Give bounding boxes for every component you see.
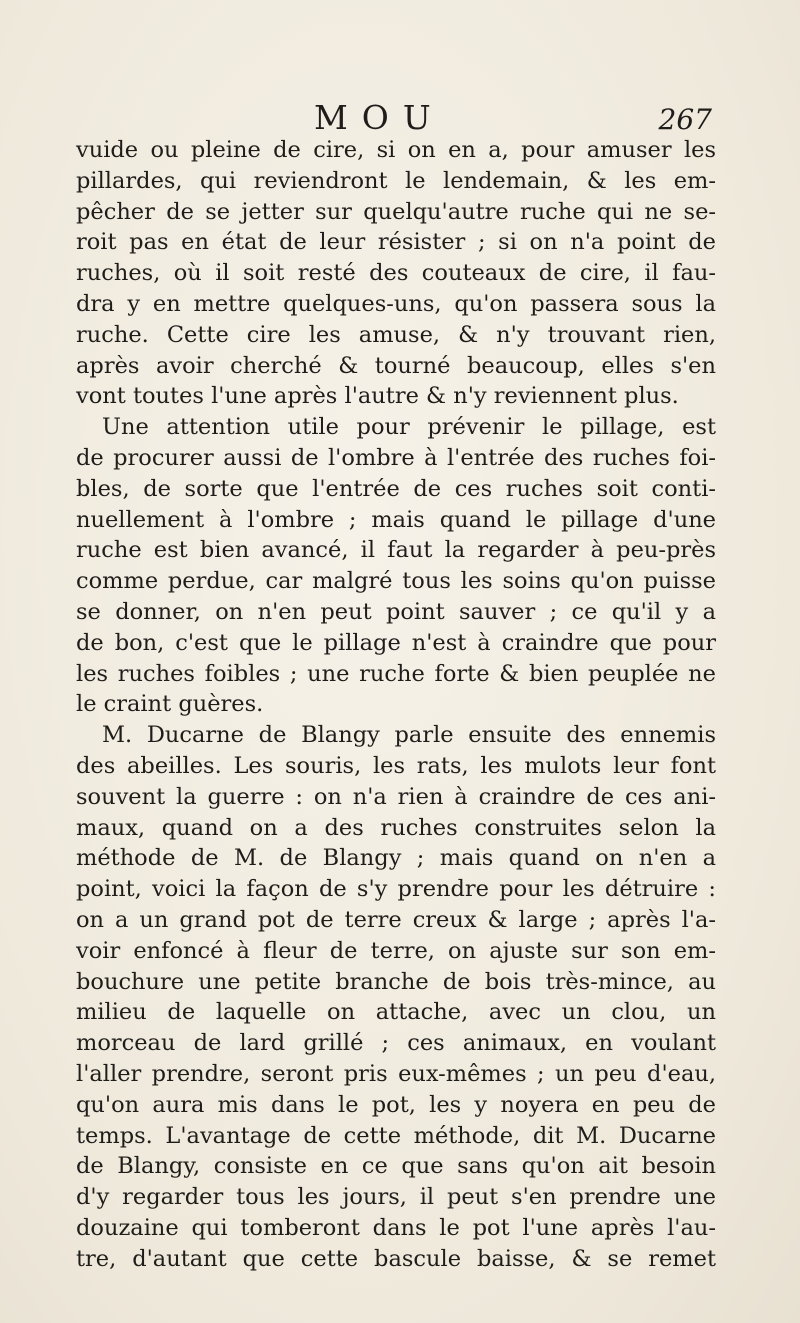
text-line: se donner, on n'en peut point sauver ; ce qu'il y a [76, 598, 716, 625]
text-line: l'aller prendre, seront pris eux-mêmes ; un peu d'eau, [76, 1060, 716, 1087]
text-line: roit pas en état de leur résister ; si on n'a point de [76, 229, 716, 256]
text-line: ruche. Cette cire les amuse, & n'y trouvant rien, [76, 321, 716, 348]
body-text [76, 135, 716, 1274]
text-line: ruches, où il soit resté des couteaux de cire, il fau- [76, 260, 716, 287]
text-line: morceau de lard grillé ; ces animaux, en voulant [76, 1030, 716, 1057]
text-line: pêcher de se jetter sur quelqu'autre ruche qui ne se- [76, 198, 716, 225]
text-line: souvent la guerre : on n'a rien à craindre de ces ani- [76, 783, 716, 810]
text-line: de Blangy, consiste en ce que sans qu'on ait besoin [76, 1153, 716, 1180]
text-line: temps. L'avantage de cette méthode, dit M. Ducarne [76, 1122, 716, 1149]
text-line: après avoir cherché & tourné beaucoup, elles s'en [76, 352, 716, 379]
text-line: bles, de sorte que l'entrée de ces ruches soit conti- [76, 475, 716, 502]
text-line: ruche est bien avancé, il faut la regarder à peu-près [76, 537, 716, 564]
page-number: 267 [658, 103, 712, 136]
page-header [76, 98, 716, 138]
text-line: milieu de laquelle on attache, avec un clou, un [76, 999, 716, 1026]
text-line: le craint guères. [76, 691, 264, 718]
text-line: de bon, c'est que le pillage n'est à craindre que pour [76, 629, 716, 656]
text-line: les ruches foibles ; une ruche forte & bien peuplée ne [76, 660, 716, 687]
text-line: dra y en mettre quelques-uns, qu'on passera sous la [76, 290, 716, 317]
running-head: MOU [314, 98, 445, 137]
text-line: des abeilles. Les souris, les rats, les mulots leur font [76, 752, 716, 779]
text-line: vuide ou pleine de cire, si on en a, pour amuser les [76, 137, 716, 163]
text-line: on a un grand pot de terre creux & large ; après l'a- [76, 906, 716, 933]
text-line: pillardes, qui reviendront le lendemain, & les em- [76, 167, 716, 194]
text-line: voir enfoncé à fleur de terre, on ajuste sur son em- [76, 937, 716, 964]
text-line: comme perdue, car malgré tous les soins qu'on puisse [76, 568, 716, 595]
text-line: nuellement à l'ombre ; mais quand le pillage d'une [76, 506, 716, 533]
text-line: point, voici la façon de s'y prendre pour les détruire : [76, 876, 716, 903]
text-line: vont toutes l'une après l'autre & n'y reviennent plus. [76, 383, 679, 410]
text-line: douzaine qui tomberont dans le pot l'une après l'au- [76, 1214, 716, 1241]
text-line: qu'on aura mis dans le pot, les y noyera en peu de [76, 1091, 716, 1118]
text-line: bouchure une petite branche de bois très-mince, au [76, 968, 716, 995]
text-line: maux, quand on a des ruches construites selon la [76, 814, 716, 841]
text-line: méthode de M. de Blangy ; mais quand on n'en a [76, 845, 716, 872]
text-line: Une attention utile pour prévenir le pillage, est [102, 414, 716, 441]
text-line: M. Ducarne de Blangy parle ensuite des ennemis [102, 722, 716, 749]
text-line: de procurer aussi de l'ombre à l'entrée des ruches foi- [76, 444, 716, 471]
text-line: d'y regarder tous les jours, il peut s'en prendre une [76, 1184, 716, 1211]
text-line: tre, d'autant que cette bascule baisse, & se remet [76, 1245, 716, 1272]
